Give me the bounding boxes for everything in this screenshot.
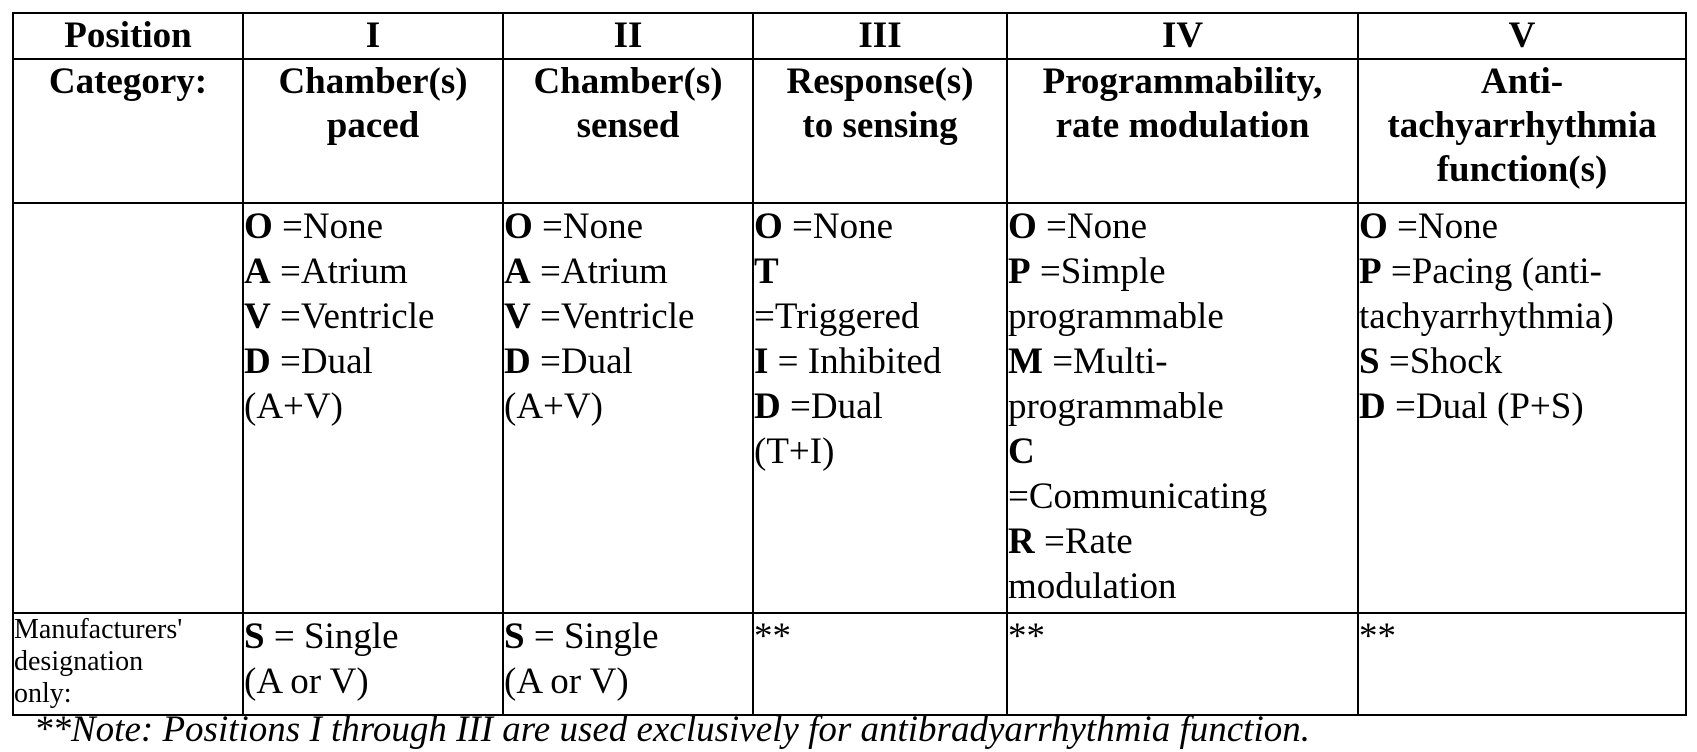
code-meaning: tachyarrhythmia) (1359, 296, 1614, 337)
code-meaning: =Ventricle (530, 296, 695, 337)
code-letter: I (754, 341, 769, 382)
code-meaning: programmable (1008, 386, 1224, 427)
category-line: function(s) (1436, 149, 1608, 190)
category-line: Response(s) (786, 61, 974, 102)
category-line: Anti- (1480, 61, 1564, 102)
code-meaning: (A+V) (244, 386, 343, 427)
manufacturer-iii (753, 613, 1007, 715)
code-entry (1008, 474, 1357, 519)
code-entry (754, 384, 1006, 429)
code-letter: P (1008, 251, 1031, 292)
code-meaning: programmable (1008, 296, 1224, 337)
code-entry (754, 339, 1006, 384)
codes-i (243, 203, 503, 613)
footnote: **Note: Positions I through III are used exclusively for antibradyarrhythmia function. (34, 709, 1310, 750)
manufacturer-row (13, 613, 1686, 715)
code-meaning: =Ventricle (270, 296, 435, 337)
codes-empty-cell (13, 203, 243, 613)
code-entry (244, 294, 502, 339)
code-meaning: = Inhibited (768, 341, 942, 382)
code-meaning: =Dual (780, 386, 883, 427)
manufacturer-label-line: designation (14, 646, 144, 677)
code-entry (1359, 294, 1685, 339)
position-v: V (1358, 13, 1686, 59)
code-entry (1008, 564, 1357, 609)
code-entry (504, 384, 752, 429)
code-meaning: (A+V) (504, 386, 603, 427)
code-entry (244, 659, 502, 704)
category-v (1358, 59, 1686, 203)
code-entry (1359, 384, 1685, 429)
code-letter: A (504, 251, 531, 292)
manufacturer-ii (503, 613, 753, 715)
code-entry (1008, 429, 1357, 474)
code-entry (244, 614, 502, 659)
code-meaning: =Pacing (anti- (1381, 251, 1602, 292)
code-entry (754, 294, 1006, 339)
code-entry (504, 204, 752, 249)
code-meaning: = Single (264, 616, 399, 657)
code-entry (1008, 294, 1357, 339)
code-entry (504, 659, 752, 704)
position-i: I (243, 13, 503, 59)
code-meaning: =Dual (270, 341, 373, 382)
code-entry (504, 294, 752, 339)
position-iv: IV (1007, 13, 1358, 59)
code-meaning: =Dual (P+S) (1385, 386, 1584, 427)
code-entry (1359, 249, 1685, 294)
code-meaning: =Atrium (530, 251, 668, 292)
code-entry (1008, 339, 1357, 384)
code-entry (504, 249, 752, 294)
code-meaning: =Triggered (754, 296, 920, 337)
category-line: to sensing (802, 105, 958, 146)
code-meaning: =None (782, 206, 894, 247)
code-meaning: ** (1359, 616, 1396, 657)
code-letter: D (754, 386, 781, 427)
manufacturer-v (1358, 613, 1686, 715)
code-entry (244, 339, 502, 384)
code-entry (1008, 249, 1357, 294)
code-meaning: = Single (524, 616, 659, 657)
category-line: sensed (576, 105, 680, 146)
code-meaning: (A or V) (504, 661, 629, 702)
code-entry (244, 204, 502, 249)
manufacturer-iv (1007, 613, 1358, 715)
code-entry (244, 384, 502, 429)
category-line: Chamber(s) (278, 61, 468, 102)
position-label: Position (13, 13, 243, 59)
manufacturer-label-line: Manufacturers' (14, 614, 183, 645)
code-letter: A (244, 251, 271, 292)
code-meaning: =Shock (1379, 341, 1503, 382)
code-letter: O (754, 206, 783, 247)
category-label (13, 59, 243, 203)
category-line: rate modulation (1055, 105, 1310, 146)
code-letter: S (504, 616, 525, 657)
category-line: tachyarrhythmia (1387, 105, 1657, 146)
codes-v (1358, 203, 1686, 613)
code-entry (1008, 384, 1357, 429)
position-ii: II (503, 13, 753, 59)
code-entry (504, 614, 752, 659)
code-entry (754, 614, 1006, 659)
codes-iii (753, 203, 1007, 613)
code-meaning: =None (1387, 206, 1499, 247)
category-iii (753, 59, 1007, 203)
category-line: Chamber(s) (533, 61, 723, 102)
code-meaning: =Multi- (1042, 341, 1168, 382)
code-letter: O (504, 206, 533, 247)
category-line: paced (326, 105, 420, 146)
category-label-text: Category: (48, 61, 208, 102)
category-line: Programmability, (1042, 61, 1323, 102)
code-letter: O (1008, 206, 1037, 247)
code-letter: D (1359, 386, 1386, 427)
position-iii: III (753, 13, 1007, 59)
code-letter: V (244, 296, 271, 337)
code-entry (504, 339, 752, 384)
manufacturer-label-line: only: (14, 678, 72, 709)
code-entry (754, 249, 1006, 294)
code-letter: C (1008, 431, 1035, 472)
code-meaning: =Atrium (270, 251, 408, 292)
manufacturer-label (13, 613, 243, 715)
code-letter: O (1359, 206, 1388, 247)
code-letter: R (1008, 521, 1035, 562)
code-entry (754, 429, 1006, 474)
code-letter: M (1008, 341, 1043, 382)
codes-ii (503, 203, 753, 613)
code-meaning: =Communicating (1008, 476, 1268, 517)
code-entry (1359, 614, 1685, 659)
position-row (13, 13, 1686, 59)
code-entry (1008, 614, 1357, 659)
code-meaning: (A or V) (244, 661, 369, 702)
code-meaning: =None (1036, 206, 1148, 247)
code-entry (1359, 204, 1685, 249)
codes-row (13, 203, 1686, 613)
code-meaning: =None (272, 206, 384, 247)
code-entry (1008, 204, 1357, 249)
code-letter: D (504, 341, 531, 382)
code-meaning: =Rate (1034, 521, 1133, 562)
code-meaning: (T+I) (754, 431, 835, 472)
code-entry (1359, 339, 1685, 384)
code-meaning: ** (1008, 616, 1045, 657)
code-entry (754, 204, 1006, 249)
code-entry (1008, 519, 1357, 564)
code-letter: D (244, 341, 271, 382)
code-letter: S (244, 616, 265, 657)
codes-iv (1007, 203, 1358, 613)
code-letter: P (1359, 251, 1382, 292)
code-meaning: =Dual (530, 341, 633, 382)
code-letter: O (244, 206, 273, 247)
code-meaning: ** (754, 616, 791, 657)
code-letter: S (1359, 341, 1380, 382)
category-i (243, 59, 503, 203)
code-letter: V (504, 296, 531, 337)
category-ii (503, 59, 753, 203)
code-entry (244, 249, 502, 294)
manufacturer-i (243, 613, 503, 715)
pacemaker-code-table (12, 12, 1687, 716)
code-meaning: modulation (1008, 566, 1177, 607)
category-iv (1007, 59, 1358, 203)
code-meaning: =None (532, 206, 644, 247)
category-row (13, 59, 1686, 203)
code-meaning: =Simple (1030, 251, 1166, 292)
code-letter: T (754, 251, 779, 292)
